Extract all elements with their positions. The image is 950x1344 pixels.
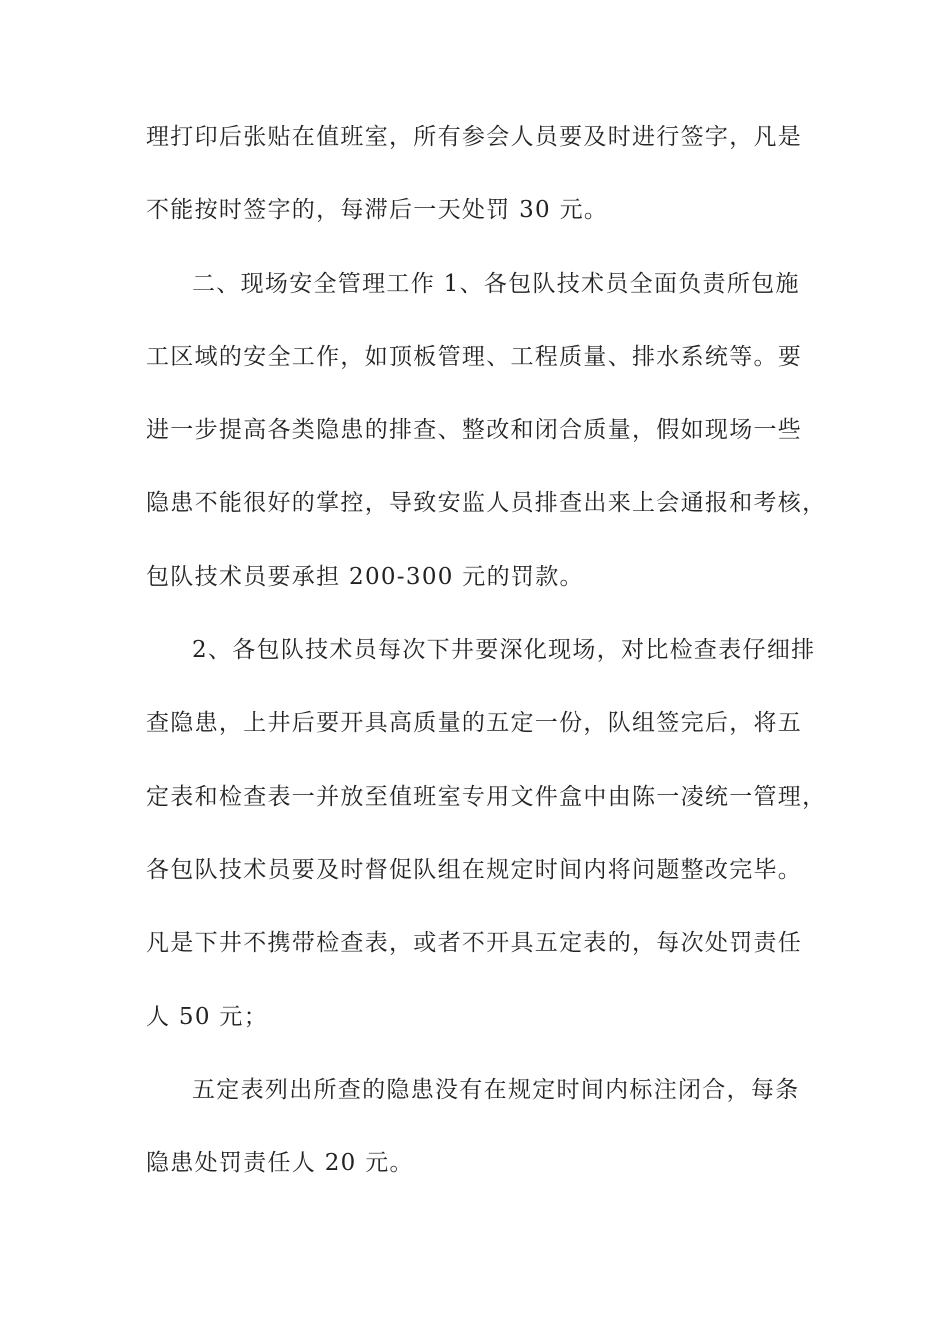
text-line: 隐患不能很好的掌控，导致安监人员排查出来上会通报和考核，	[146, 490, 827, 517]
text-line: 理打印后张贴在值班室，所有参会人员要及时进行签字，凡是	[146, 124, 803, 150]
text-line: 隐患处罚责任人 20 元。	[146, 1150, 414, 1177]
text-line: 进一步提高各类隐患的排查、整改和闭合质量，假如现场一些	[146, 417, 803, 444]
text-line: 包队技术员要承担 200-300 元的罚款。	[146, 563, 584, 590]
paragraph-start-line: 2、各包队技术员每次下井要深化现场，对比检查表仔细排	[192, 637, 816, 664]
text-line: 工区域的安全工作，如顶板管理、工程质量、排水系统等。要	[146, 343, 803, 370]
paragraph-start-line: 五定表列出所查的隐患没有在规定时间内标注闭合，每条	[192, 1076, 800, 1103]
text-line: 查隐患，上井后要开具高质量的五定一份，队组签完后，将五	[146, 710, 803, 737]
text-line: 凡是下井不携带检查表，或者不开具五定表的，每次处罚责任	[146, 930, 803, 957]
text-line: 不能按时签字的，每滞后一天处罚 30 元。	[146, 197, 609, 224]
text-line: 人 50 元；	[146, 1003, 268, 1030]
text-line: 定表和检查表一并放至值班室专用文件盒中由陈一凌统一管理，	[146, 783, 827, 810]
text-line: 各包队技术员要及时督促队组在规定时间内将问题整改完毕。	[146, 856, 803, 883]
paragraph-start-line: 二、现场安全管理工作 1、各包队技术员全面负责所包施	[192, 270, 800, 297]
document-body	[146, 124, 827, 1225]
